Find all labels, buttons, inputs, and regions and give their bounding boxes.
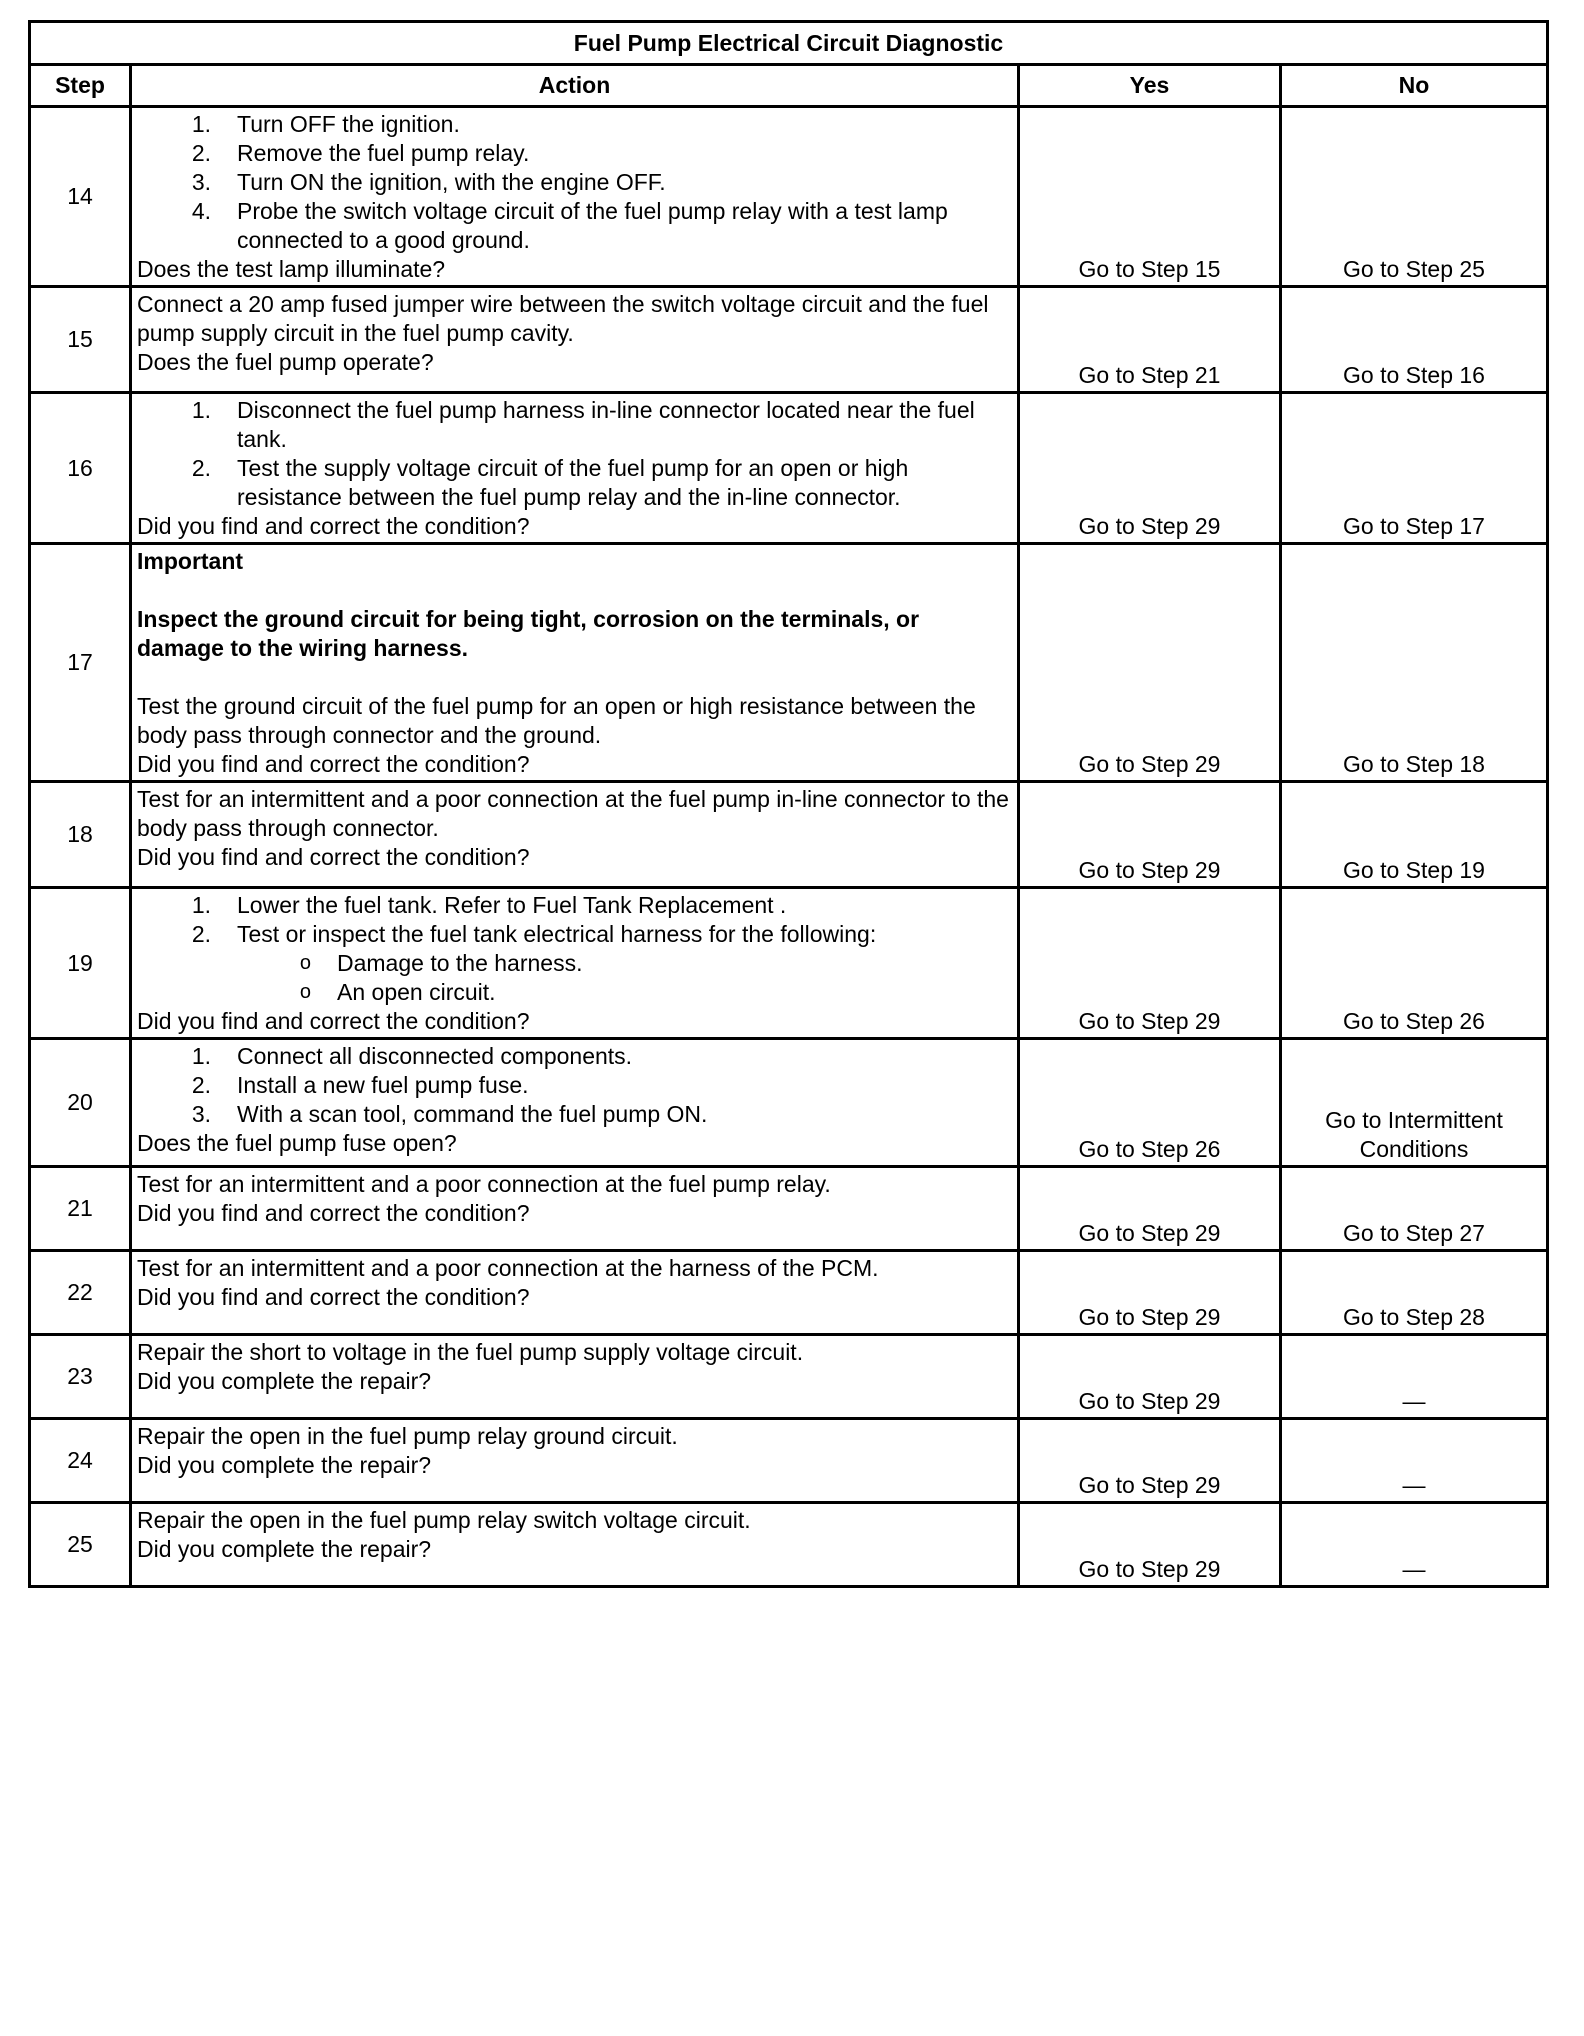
- step-number: 18: [30, 782, 131, 888]
- list-item: 2. Test or inspect the fuel tank electrical harness for the following:: [191, 921, 877, 947]
- yes-result: Go to Step 29: [1019, 1503, 1281, 1587]
- table-row: [30, 1167, 1548, 1251]
- action-question: Did you complete the repair?: [137, 1452, 432, 1478]
- no-result: Go to Intermittent Conditions: [1281, 1039, 1548, 1167]
- table-row: [30, 393, 1548, 544]
- no-result: Go to Step 19: [1281, 782, 1548, 888]
- yes-result: Go to Step 29: [1019, 1419, 1281, 1503]
- action-question: Did you find and correct the condition?: [137, 1284, 530, 1310]
- action-steps: [137, 396, 1011, 512]
- yes-result: Go to Step 29: [1019, 393, 1281, 544]
- table-row: [30, 888, 1548, 1039]
- step-number: 21: [30, 1167, 131, 1251]
- action-cell: [131, 544, 1019, 782]
- step-number: 20: [30, 1039, 131, 1167]
- action-steps: [137, 891, 1011, 949]
- no-result: Go to Step 28: [1281, 1251, 1548, 1335]
- list-item: 1. Turn OFF the ignition.: [191, 111, 460, 137]
- action-text: Repair the open in the fuel pump relay ground circuit.: [137, 1423, 678, 1449]
- no-result: Go to Step 18: [1281, 544, 1548, 782]
- table-row: [30, 1419, 1548, 1503]
- action-text: Repair the short to voltage in the fuel pump supply voltage circuit.: [137, 1339, 804, 1365]
- action-cell: [131, 1039, 1019, 1167]
- action-cell: [131, 1167, 1019, 1251]
- sub-list: [137, 949, 1011, 1007]
- list-item: 2. Remove the fuel pump relay.: [191, 140, 530, 166]
- action-question: Did you complete the repair?: [137, 1368, 432, 1394]
- action-question: Did you find and correct the condition?: [137, 513, 530, 539]
- action-text: Test the ground circuit of the fuel pump for an open or high resistance between the body pass through connector and the ground.: [137, 693, 976, 748]
- header-action: Action: [131, 65, 1019, 107]
- table-row: [30, 287, 1548, 393]
- yes-result: Go to Step 29: [1019, 544, 1281, 782]
- action-cell: [131, 1251, 1019, 1335]
- yes-result: Go to Step 15: [1019, 107, 1281, 287]
- header-no: No: [1281, 65, 1548, 107]
- action-cell: [131, 107, 1019, 287]
- table-row: [30, 107, 1548, 287]
- action-steps: [137, 110, 1011, 255]
- action-question: Did you find and correct the condition?: [137, 1008, 530, 1034]
- action-cell: [131, 1503, 1019, 1587]
- header-step: Step: [30, 65, 131, 107]
- yes-result: Go to Step 29: [1019, 1167, 1281, 1251]
- yes-result: Go to Step 29: [1019, 1335, 1281, 1419]
- action-cell: [131, 782, 1019, 888]
- important-heading: Important: [137, 548, 244, 574]
- list-item: 2. Test the supply voltage circuit of the fuel pump for an open or high resistance between the fuel pump relay and the in-line connector.: [191, 455, 909, 510]
- action-text: Connect a 20 amp fused jumper wire between the switch voltage circuit and the fuel pump supply circuit in the fuel pump cavity.: [137, 291, 989, 346]
- table-row: [30, 544, 1548, 782]
- step-number: 14: [30, 107, 131, 287]
- table-row: [30, 1335, 1548, 1419]
- step-number: 23: [30, 1335, 131, 1419]
- no-result: Go to Step 16: [1281, 287, 1548, 393]
- action-cell: [131, 888, 1019, 1039]
- list-item: 4. Probe the switch voltage circuit of the fuel pump relay with a test lamp connected to a good ground.: [191, 198, 948, 253]
- no-result: —: [1281, 1419, 1548, 1503]
- table-row: [30, 1251, 1548, 1335]
- list-item: 3. With a scan tool, command the fuel pump ON.: [191, 1101, 708, 1127]
- no-result: —: [1281, 1335, 1548, 1419]
- header-yes: Yes: [1019, 65, 1281, 107]
- sub-list-item: o An open circuit.: [299, 979, 496, 1005]
- action-text: Test for an intermittent and a poor connection at the harness of the PCM.: [137, 1255, 879, 1281]
- no-result: Go to Step 27: [1281, 1167, 1548, 1251]
- list-item: 1. Connect all disconnected components.: [191, 1043, 633, 1069]
- action-question: Did you find and correct the condition?: [137, 751, 530, 777]
- no-result: —: [1281, 1503, 1548, 1587]
- table-row: [30, 782, 1548, 888]
- table-title: Fuel Pump Electrical Circuit Diagnostic: [30, 22, 1548, 65]
- step-number: 16: [30, 393, 131, 544]
- no-result: Go to Step 26: [1281, 888, 1548, 1039]
- step-number: 24: [30, 1419, 131, 1503]
- action-cell: [131, 1335, 1019, 1419]
- action-question: Did you find and correct the condition?: [137, 1200, 530, 1226]
- yes-result: Go to Step 21: [1019, 287, 1281, 393]
- diagnostic-table: [28, 20, 1549, 1588]
- sub-list-item: o Damage to the harness.: [299, 950, 583, 976]
- step-number: 22: [30, 1251, 131, 1335]
- action-steps: [137, 1042, 1011, 1129]
- yes-result: Go to Step 29: [1019, 888, 1281, 1039]
- yes-result: Go to Step 29: [1019, 1251, 1281, 1335]
- table-row: [30, 1039, 1548, 1167]
- action-cell: [131, 287, 1019, 393]
- yes-result: Go to Step 26: [1019, 1039, 1281, 1167]
- action-question: Does the test lamp illuminate?: [137, 256, 446, 282]
- list-item: 1. Disconnect the fuel pump harness in-line connector located near the fuel tank.: [191, 397, 975, 452]
- step-number: 15: [30, 287, 131, 393]
- step-number: 25: [30, 1503, 131, 1587]
- no-result: Go to Step 25: [1281, 107, 1548, 287]
- step-number: 17: [30, 544, 131, 782]
- action-text: Test for an intermittent and a poor connection at the fuel pump relay.: [137, 1171, 831, 1197]
- action-text: Test for an intermittent and a poor connection at the fuel pump in-line connector to the body pass through connector.: [137, 786, 1009, 841]
- table-row: [30, 1503, 1548, 1587]
- action-question: Does the fuel pump operate?: [137, 349, 434, 375]
- action-cell: [131, 393, 1019, 544]
- no-result: Go to Step 17: [1281, 393, 1548, 544]
- list-item: 3. Turn ON the ignition, with the engine OFF.: [191, 169, 666, 195]
- action-text: Repair the open in the fuel pump relay switch voltage circuit.: [137, 1507, 751, 1533]
- action-question: Did you find and correct the condition?: [137, 844, 530, 870]
- step-number: 19: [30, 888, 131, 1039]
- yes-result: Go to Step 29: [1019, 782, 1281, 888]
- list-item: 2. Install a new fuel pump fuse.: [191, 1072, 529, 1098]
- action-question: Did you complete the repair?: [137, 1536, 432, 1562]
- action-question: Does the fuel pump fuse open?: [137, 1130, 457, 1156]
- action-cell: [131, 1419, 1019, 1503]
- important-note: Inspect the ground circuit for being tight, corrosion on the terminals, or damage to the wiring harness.: [137, 606, 920, 661]
- list-item: 1. Lower the fuel tank. Refer to Fuel Tank Replacement .: [191, 892, 787, 918]
